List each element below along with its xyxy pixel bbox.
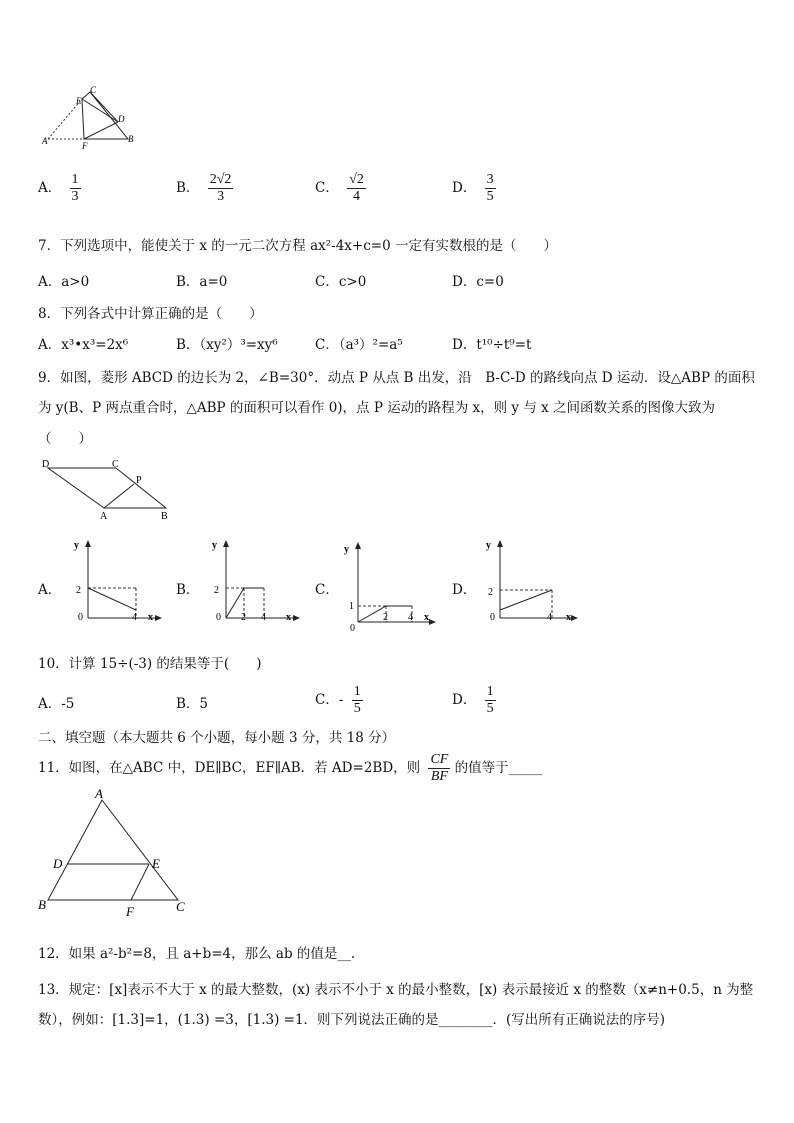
- q10-option-d-fraction: $\frac{1}{5}$: [486, 684, 494, 717]
- svg-text:2: 2: [76, 585, 81, 596]
- q6-option-c-letter: C．: [315, 180, 339, 197]
- q6-option-d-fraction: $\frac{3}{5}$: [486, 172, 494, 205]
- q10-option-c-fraction: $\frac{1}{5}$: [353, 684, 361, 717]
- q6-option-a-letter: A．: [38, 180, 62, 197]
- svg-text:y: y: [212, 540, 217, 551]
- q8-stem: 8．下列各式中计算正确的是（ ）: [38, 306, 263, 322]
- q6-option-d[interactable]: [452, 172, 496, 205]
- svg-text:4: 4: [132, 612, 137, 623]
- q12-stem: 12．如果 a²-b²=8，且 a+b=4，那么 ab 的值是__.: [38, 946, 356, 962]
- q9-graph-b: [208, 538, 303, 630]
- q9-stem-line1: 9．如图，菱形 ABCD 的边长为 2，∠B=30°．动点 P 从点 B 出发，沿 B-C-D 的路线向点 D 运动．设△ABP 的面积: [38, 370, 755, 386]
- q11-fraction: $\frac{CF}{BF}$: [430, 752, 449, 785]
- svg-text:y: y: [344, 544, 349, 555]
- svg-text:x: x: [286, 612, 291, 623]
- q9-rhombus-figure: [38, 456, 178, 522]
- q9-label-d: D: [42, 459, 50, 470]
- svg-text:2: 2: [488, 587, 493, 598]
- q8-option-d[interactable]: D．t¹⁰÷t⁹=t: [452, 337, 532, 353]
- section2-heading: 二、填空题（本大题共 6 个小题，每小题 3 分，共 18 分）: [38, 730, 396, 746]
- svg-text:4: 4: [547, 612, 552, 623]
- q9-graph-a: [70, 538, 165, 630]
- q11-label-e: E: [152, 856, 160, 871]
- svg-text:4: 4: [408, 612, 413, 623]
- q6-option-b-fraction: $\frac{2√2}{3}$: [209, 172, 232, 205]
- q13-stem-line2: 数），例如：[1.3]=1，(1.3) =3，[1.3) =1．则下列说法正确的是________．(写出所有正确说法的序号): [38, 1012, 666, 1028]
- q10-stem: 10．计算 15÷(-3) 的结果等于( ): [38, 656, 262, 672]
- q9-label-a: A: [100, 511, 108, 522]
- svg-text:y: y: [74, 540, 79, 551]
- q11-stem: 11．如图，在△ABC 中，DE∥BC，EF∥AB．若 AD=2BD，则 $\frac{CF}{BF}$ 的值等于_____: [38, 752, 543, 785]
- svg-text:2: 2: [214, 585, 219, 596]
- q13-stem-line1: 13．规定：[x]表示不大于 x 的最大整数，(x) 表示不小于 x 的最小整数，[x) 表示最接近 x 的整数（x≠n+0.5，n 为整: [38, 982, 754, 998]
- q9-graph-c: [340, 540, 440, 632]
- q9-stem-line2: 为 y(B、P 两点重合时，△ABP 的面积可以看作 0)，点 P 运动的路程为 x，则 y 与 x 之间函数关系的图像大致为: [38, 400, 716, 416]
- q6-option-b[interactable]: [176, 172, 233, 205]
- q11-label-b: B: [38, 897, 46, 912]
- q6-label-c: C: [90, 85, 97, 95]
- svg-text:y: y: [486, 540, 491, 551]
- q6-label-d: D: [118, 114, 125, 124]
- svg-text:x: x: [424, 612, 429, 623]
- q8-option-c[interactable]: C．（a³）²=a⁵: [315, 337, 403, 353]
- q7-option-b[interactable]: B．a=0: [176, 274, 228, 290]
- svg-text:x: x: [148, 612, 153, 623]
- q6-label-a: A: [42, 136, 48, 146]
- q10-option-c[interactable]: C．- $\frac{1}{5}$: [315, 684, 361, 717]
- q10-option-a[interactable]: A．-5: [38, 696, 75, 712]
- q9-label-c: C: [112, 459, 119, 470]
- q11-label-f: F: [126, 904, 134, 918]
- svg-text:0: 0: [78, 612, 83, 623]
- svg-text:x: x: [566, 612, 571, 623]
- svg-text:2: 2: [383, 612, 388, 623]
- q9-option-a-letter[interactable]: A．: [38, 582, 62, 598]
- q6-option-c-fraction: $\frac{√2}{4}$: [349, 172, 364, 205]
- q6-label-b: B: [128, 134, 134, 144]
- q6-label-e: E: [76, 96, 82, 106]
- q6-option-d-letter: D．: [452, 180, 477, 197]
- q7-stem: 7．下列选项中，能使关于 x 的一元二次方程 ax²-4x+c=0 一定有实数根的是（ ）: [38, 238, 557, 254]
- svg-text:4: 4: [261, 612, 266, 623]
- q9-graph-d: [482, 538, 582, 630]
- q6-option-c[interactable]: [315, 172, 366, 205]
- q9-option-d-letter[interactable]: D．: [452, 582, 477, 598]
- svg-text:0: 0: [490, 612, 495, 623]
- svg-text:0: 0: [216, 612, 221, 623]
- q8-option-a[interactable]: A．x³•x³=2x⁶: [38, 337, 129, 353]
- q6-option-a[interactable]: [38, 172, 81, 205]
- q9-stem-line3: （ ）: [38, 431, 92, 447]
- q7-option-c[interactable]: C．c>0: [315, 274, 367, 290]
- q11-label-a: A: [95, 788, 103, 801]
- q10-option-b[interactable]: B．5: [176, 696, 209, 712]
- q11-label-d: D: [53, 856, 63, 871]
- q11-triangle-figure: [34, 788, 194, 918]
- q7-option-a[interactable]: A．a>0: [38, 274, 90, 290]
- q8-option-b[interactable]: B．（xy²）³=xy⁶: [176, 337, 278, 353]
- q6-label-f: F: [82, 141, 88, 151]
- svg-text:2: 2: [241, 612, 246, 623]
- q9-label-p: P: [136, 475, 142, 486]
- q7-option-d[interactable]: D．c=0: [452, 274, 504, 290]
- q11-label-c: C: [176, 899, 185, 914]
- svg-text:1: 1: [349, 601, 354, 612]
- q9-option-c-letter[interactable]: C．: [315, 582, 339, 598]
- q9-label-b: B: [161, 511, 168, 522]
- q9-option-b-letter[interactable]: B．: [176, 582, 200, 598]
- q10-option-d[interactable]: D． $\frac{1}{5}$: [452, 684, 494, 717]
- q6-option-b-letter: B．: [176, 180, 200, 197]
- q6-option-a-fraction: $\frac{1}{3}$: [71, 172, 79, 205]
- svg-text:0: 0: [350, 623, 355, 632]
- q6-triangle-figure: [36, 84, 146, 154]
